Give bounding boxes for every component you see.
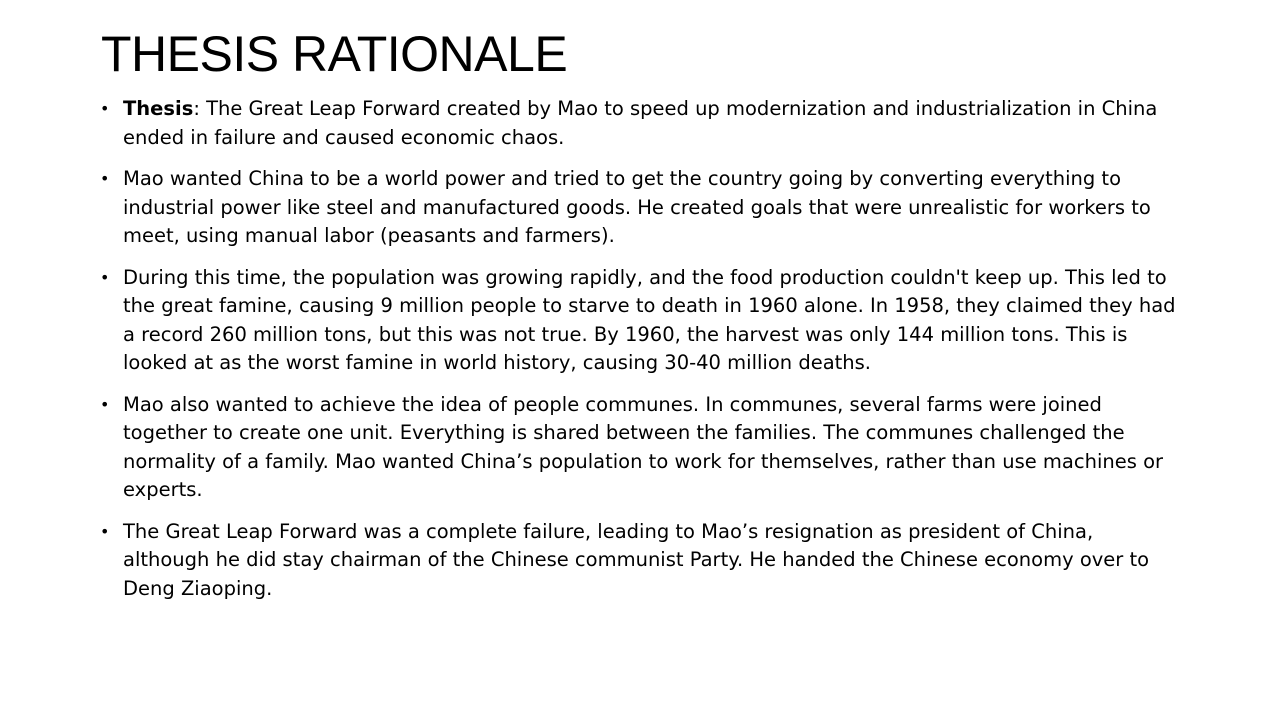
bullet-dot-icon: •: [100, 99, 110, 118]
bullet-text: : The Great Leap Forward created by Mao to speed up modernization and industrialization in China ended in failure and caused economic chaos.: [123, 97, 1158, 149]
bullet-dot-icon: •: [100, 521, 110, 541]
bullet-world-power: [100, 165, 1180, 251]
bullet-failure: [100, 518, 1180, 604]
bullet-dot-icon: •: [100, 394, 110, 414]
bullet-text: Mao wanted China to be a world power and tried to get the country going by converting everything to industrial power like steel and manufactured goods. He created goals that were unrealistic for workers to meet, using manual labor (peasants and farmers).: [123, 167, 1151, 247]
bullet-dot-icon: •: [100, 267, 110, 287]
bullet-text: During this time, the population was growing rapidly, and the food production couldn't keep up. This led to the great famine, causing 9 million people to starve to death in 1960 alone. In 1958, they claimed they had a record 260 million tons, but this was not true. By 1960, the harvest was only 144 million tons. This is looked at as the worst famine in world history, causing 30-40 million deaths.: [123, 265, 1176, 374]
bullet-thesis: [100, 95, 1180, 152]
bullet-text: The Great Leap Forward was a complete failure, leading to Mao’s resignation as president of China, although he did stay chairman of the Chinese communist Party. He handed the Chinese economy over to Deng Ziaoping.: [123, 519, 1150, 600]
bullet-label: Thesis: [123, 97, 194, 120]
slide-title: THESIS RATIONALE: [101, 26, 568, 82]
bullet-dot-icon: •: [100, 169, 110, 188]
bullet-text: Mao also wanted to achieve the idea of people communes. In communes, several farms were joined together to create one unit. Everything is shared between the families. The communes challenged the normality of a family. Mao wanted China’s population to work for themselves, rather than use machines or experts.: [123, 392, 1164, 501]
bullet-communes: [100, 391, 1180, 505]
bullet-list: [100, 95, 1180, 616]
bullet-famine: [100, 264, 1180, 378]
